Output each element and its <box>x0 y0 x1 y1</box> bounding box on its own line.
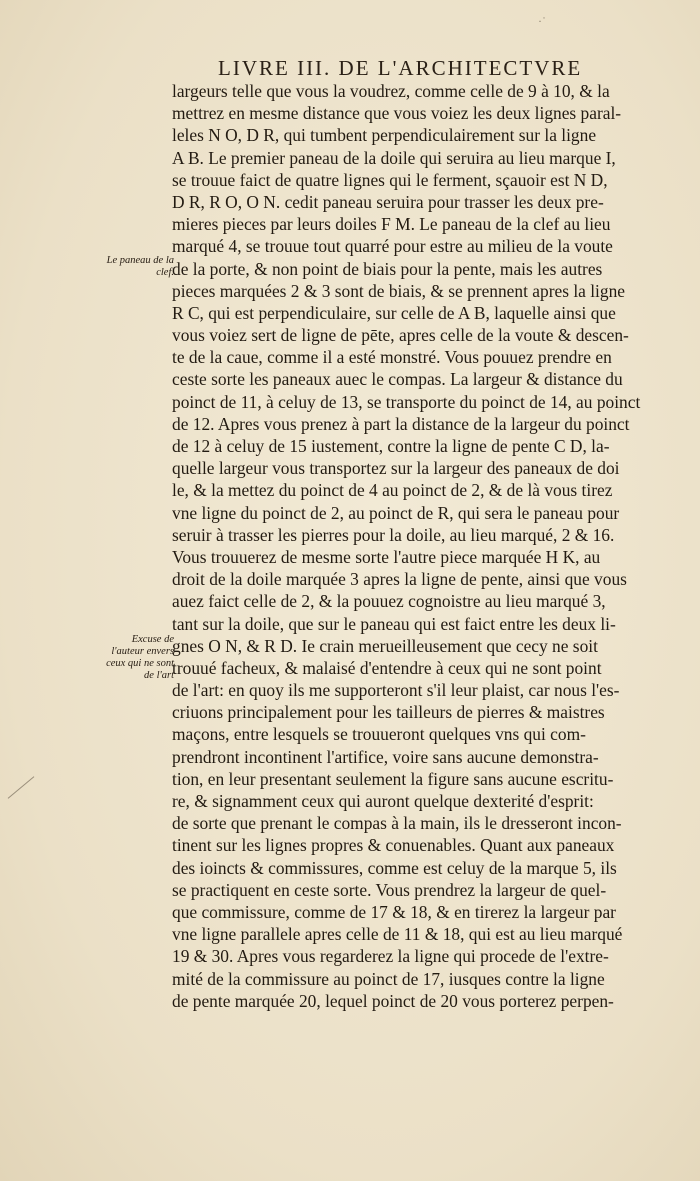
text-line: de pente marquée 20, lequel poinct de 20 vous porterez perpen- <box>172 990 614 1011</box>
text-line: leles N O, D R, qui tumbent perpendiculairement sur la ligne <box>172 125 597 146</box>
text-line: criuons principalement pour les tailleurs de pierres & maistres <box>172 702 605 723</box>
text-line: de sorte que prenant le compas à la main, ils le dresseront incon- <box>172 813 622 834</box>
body-text <box>172 80 680 1012</box>
margin-note-excuse-auteur: Excuse de l'auteur envers ceux qui ne sont de l'art <box>106 634 174 681</box>
text-line: maçons, entre lesquels se trouueront quelques vns qui com- <box>172 724 586 745</box>
text-line: marqué 4, se trouue tout quarré pour estre au milieu de la voute <box>172 236 613 257</box>
text-line: trouué facheux, & malaisé d'entendre à ceux qui ne sont point <box>172 657 602 678</box>
text-line: ceste sorte les paneaux auec le compas. La largeur & distance du <box>172 369 623 390</box>
text-line: de la porte, & non point de biais pour la pente, mais les autres <box>172 258 603 279</box>
text-line: A B. Le premier paneau de la doile qui seruira au lieu marque I, <box>172 147 616 168</box>
text-line: 19 & 30. Apres vous regarderez la ligne qui procede de l'extre- <box>172 946 609 967</box>
text-line: tinent sur les lignes propres & conuenables. Quant aux paneaux <box>172 835 615 856</box>
text-line: poinct de 11, à celuy de 13, se transporte du poinct de 14, au poinct <box>172 391 641 412</box>
margin-pen-stroke <box>8 776 35 799</box>
text-line: D R, R O, O N. cedit paneau seruira pour trasser les deux pre- <box>172 191 604 212</box>
text-line: seruir à trasser les pierres pour la doile, au lieu marqué, 2 & 16. <box>172 524 615 545</box>
text-line: gnes O N, & R D. Ie crain merueilleusement que cecy ne soit <box>172 635 598 656</box>
text-line: te de la caue, comme il a esté monstré. Vous pouuez prendre en <box>172 347 612 368</box>
running-head: LIVRE III. DE L'ARCHITECTVRE <box>218 56 583 80</box>
text-line: tant sur la doile, que sur le paneau qui est faict entre les deux li- <box>172 613 616 634</box>
text-line: de 12 à celuy de 15 iustement, contre la ligne de pente C D, la- <box>172 436 610 456</box>
text-line: auez faict celle de 2, & la pouuez cognoistre au lieu marqué 3, <box>172 591 606 612</box>
margin-note-paneau-clef: Le paneau de la clef. <box>106 255 174 278</box>
text-line: largeurs telle que vous la voudrez, comme celle de 9 à 10, & la <box>172 81 610 101</box>
text-line: de l'art: en quoy ils me supporteront s'il leur plaist, car nous l'es- <box>172 680 620 701</box>
page-speck: ·˙ <box>538 14 546 28</box>
text-line: quelle largeur vous transportez sur la largeur des paneaux de doi <box>172 458 620 479</box>
text-line: R C, qui est perpendiculaire, sur celle de A B, laquelle ainsi que <box>172 302 616 323</box>
text-line: droit de la doile marquée 3 apres la ligne de pente, ainsi que vous <box>172 569 627 590</box>
text-line: vous voiez sert de ligne de pēte, apres celle de la voute & descen- <box>172 325 629 346</box>
text-line: que commissure, comme de 17 & 18, & en tirerez la largeur par <box>172 901 616 922</box>
text-line: se trouue faict de quatre lignes qui le ferment, sçauoir est N D, <box>172 169 608 190</box>
text-line: mité de la commissure au poinct de 17, iusques contre la ligne <box>172 968 605 989</box>
text-line: mieres pieces par leurs doiles F M. Le paneau de la clef au lieu <box>172 214 611 235</box>
text-line: le, & la mettez du poinct de 4 au poinct de 2, & de là vous tirez <box>172 480 613 501</box>
text-line: mettrez en mesme distance que vous voiez les deux lignes paral- <box>172 103 622 124</box>
text-line: de 12. Apres vous prenez à part la distance de la largeur du poinct <box>172 413 630 434</box>
text-line: re, & signamment ceux qui auront quelque dexterité d'esprit: <box>172 791 594 811</box>
text-line: vne ligne parallele apres celle de 11 & 18, qui est au lieu marqué <box>172 924 623 945</box>
text-line: tion, en leur presentant seulement la figure sans aucune escritu- <box>172 768 614 789</box>
text-line: prendront incontinent l'artifice, voire sans aucune demonstra- <box>172 746 599 767</box>
text-line: se practiquent en ceste sorte. Vous prendrez la largeur de quel- <box>172 879 607 900</box>
text-line: des ioincts & commissures, comme est celuy de la marque 5, ils <box>172 857 617 878</box>
text-line: vne ligne du poinct de 2, au poinct de R, qui sera le paneau pour <box>172 502 620 523</box>
text-line: Vous trouuerez de mesme sorte l'autre piece marquée H K, au <box>172 546 601 567</box>
text-line: pieces marquées 2 & 3 sont de biais, & se prennent apres la ligne <box>172 280 625 301</box>
